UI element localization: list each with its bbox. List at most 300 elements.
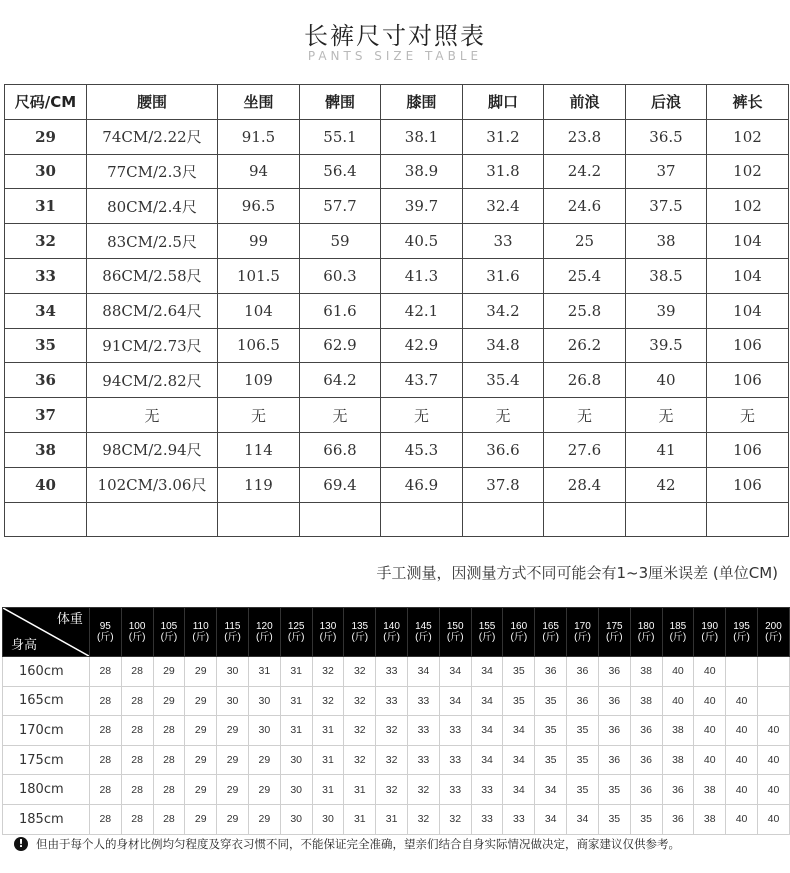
height-cell: 165cm <box>3 686 90 716</box>
recommended-size-cell: 34 <box>471 657 503 687</box>
measure-cell: 96.5 <box>218 189 300 224</box>
recommended-size-cell: 32 <box>439 804 471 834</box>
measure-cell <box>218 502 300 537</box>
recommended-size-cell: 35 <box>535 716 567 746</box>
measure-cell: 106.5 <box>218 328 300 363</box>
recommended-size-cell: 32 <box>344 745 376 775</box>
weight-header-cell <box>280 608 312 657</box>
measure-cell: 88CM/2.64尺 <box>87 293 218 328</box>
weight-value: 185 <box>669 621 687 632</box>
recommended-size-cell: 36 <box>598 686 630 716</box>
recommended-size-cell: 28 <box>121 775 153 805</box>
weight-value: 140 <box>383 621 400 632</box>
weight-value: 145 <box>415 621 432 632</box>
measure-cell: 106 <box>707 363 789 398</box>
weight-unit: (斤) <box>605 632 623 643</box>
recommended-size-cell: 29 <box>248 804 280 834</box>
measure-cell: 102CM/3.06尺 <box>87 467 218 502</box>
measure-cell: 45.3 <box>381 432 463 467</box>
recommended-size-cell: 34 <box>535 775 567 805</box>
recommended-size-cell: 35 <box>567 775 599 805</box>
measure-cell: 26.2 <box>544 328 626 363</box>
measure-cell: 77CM/2.3尺 <box>87 154 218 189</box>
measurement-note: 手工测量，因测量方式不同可能会有1~3厘米误差 (单位CM) <box>376 564 778 582</box>
recommended-size-cell: 30 <box>280 745 312 775</box>
recommended-size-cell: 28 <box>89 804 121 834</box>
size-header-cell: 腰围 <box>87 85 218 120</box>
recommended-size-cell: 31 <box>344 775 376 805</box>
recommended-size-cell: 30 <box>248 716 280 746</box>
recommended-size-cell: 31 <box>248 657 280 687</box>
recommended-size-cell: 34 <box>503 716 535 746</box>
recommended-size-cell: 28 <box>121 804 153 834</box>
weight-value: 110 <box>192 621 209 632</box>
weight-value: 175 <box>605 621 623 632</box>
weight-unit: (斤) <box>510 632 528 643</box>
recommended-size-cell: 34 <box>535 804 567 834</box>
weight-header-cell <box>248 608 280 657</box>
weight-value: 100 <box>128 621 146 632</box>
recommended-size-cell: 40 <box>694 686 726 716</box>
table-row <box>5 398 789 433</box>
table-row <box>5 432 789 467</box>
recommended-size-cell: 34 <box>439 657 471 687</box>
size-cell <box>5 502 87 537</box>
recommended-size-cell: 33 <box>439 716 471 746</box>
weight-unit: (斤) <box>701 632 719 643</box>
recommended-size-cell: 38 <box>694 804 726 834</box>
weight-value: 170 <box>574 621 591 632</box>
recommended-size-cell: 40 <box>694 716 726 746</box>
recommended-size-cell: 36 <box>630 716 662 746</box>
table-row <box>5 467 789 502</box>
recommended-size-cell: 35 <box>567 745 599 775</box>
recommended-size-cell: 31 <box>280 686 312 716</box>
measure-cell: 37 <box>626 154 707 189</box>
measure-cell: 64.2 <box>300 363 381 398</box>
weight-unit: (斤) <box>669 632 687 643</box>
measure-cell: 39.7 <box>381 189 463 224</box>
weight-value: 125 <box>287 621 305 632</box>
size-cell: 29 <box>5 119 87 154</box>
measure-cell: 61.6 <box>300 293 381 328</box>
measure-cell: 102 <box>707 154 789 189</box>
weight-unit: (斤) <box>160 632 178 643</box>
measure-cell: 42.1 <box>381 293 463 328</box>
weight-value: 105 <box>160 621 178 632</box>
weight-header-cell <box>662 608 694 657</box>
weight-header-cell <box>757 608 789 657</box>
weight-value: 200 <box>765 621 782 632</box>
disclaimer-text: 但由于每个人的身材比例均匀程度及穿衣习惯不同，不能保证完全准确，望亲们结合自身实际情况做决定，商家建议仅供参考。 <box>36 837 680 851</box>
recommended-size-cell: 32 <box>344 716 376 746</box>
recommended-size-cell: 31 <box>376 804 408 834</box>
recommended-size-cell: 40 <box>726 804 758 834</box>
recommended-size-cell: 35 <box>567 716 599 746</box>
recommended-size-cell: 34 <box>408 657 440 687</box>
measure-cell: 46.9 <box>381 467 463 502</box>
weight-header-cell <box>535 608 567 657</box>
measure-cell: 27.6 <box>544 432 626 467</box>
measure-cell: 31.8 <box>463 154 544 189</box>
measure-cell: 119 <box>218 467 300 502</box>
recommended-size-cell: 34 <box>439 686 471 716</box>
weight-header-cell <box>153 608 185 657</box>
weight-unit: (斤) <box>415 632 432 643</box>
recommended-size-cell: 33 <box>439 745 471 775</box>
weight-header-cell <box>312 608 344 657</box>
size-header-cell: 髀围 <box>300 85 381 120</box>
measure-cell: 40 <box>626 363 707 398</box>
height-cell: 185cm <box>3 804 90 834</box>
weight-unit: (斤) <box>128 632 146 643</box>
recommended-size-cell: 28 <box>121 657 153 687</box>
recommended-size-cell: 29 <box>217 716 249 746</box>
measure-cell: 42 <box>626 467 707 502</box>
recommended-size-cell: 36 <box>630 775 662 805</box>
weight-unit: (斤) <box>192 632 210 643</box>
measure-cell <box>707 502 789 537</box>
measure-cell: 69.4 <box>300 467 381 502</box>
recommended-size-cell: 40 <box>757 804 789 834</box>
recommended-size-cell: 31 <box>312 716 344 746</box>
recommended-size-cell: 36 <box>598 745 630 775</box>
recommended-size-cell: 31 <box>280 657 312 687</box>
table-row <box>3 775 790 805</box>
table-row <box>3 686 790 716</box>
recommended-size-cell: 40 <box>757 775 789 805</box>
table-row <box>5 502 789 537</box>
measure-cell: 39.5 <box>626 328 707 363</box>
size-header-cell: 脚口 <box>463 85 544 120</box>
recommended-size-cell: 31 <box>312 775 344 805</box>
recommended-size-cell: 32 <box>344 657 376 687</box>
recommended-size-cell: 29 <box>185 657 217 687</box>
table-row <box>5 154 789 189</box>
measure-cell: 23.8 <box>544 119 626 154</box>
recommended-size-cell: 29 <box>185 686 217 716</box>
recommended-size-cell: 29 <box>185 745 217 775</box>
recommended-size-cell: 33 <box>439 775 471 805</box>
weight-unit: (斤) <box>765 632 782 643</box>
measure-cell: 106 <box>707 467 789 502</box>
recommended-size-cell: 32 <box>408 804 440 834</box>
recommended-size-cell: 32 <box>344 686 376 716</box>
recommended-size-cell: 31 <box>312 745 344 775</box>
measure-cell: 98CM/2.94尺 <box>87 432 218 467</box>
weight-height-table <box>2 607 790 835</box>
measure-cell: 38.9 <box>381 154 463 189</box>
recommended-size-cell: 38 <box>694 775 726 805</box>
size-cell: 36 <box>5 363 87 398</box>
weight-unit: (斤) <box>319 632 337 643</box>
measure-cell: 25 <box>544 224 626 259</box>
measure-cell: 80CM/2.4尺 <box>87 189 218 224</box>
measure-cell: 无 <box>87 398 218 433</box>
measure-cell: 24.2 <box>544 154 626 189</box>
measure-cell: 无 <box>218 398 300 433</box>
recommended-size-cell: 40 <box>662 686 694 716</box>
measure-cell: 109 <box>218 363 300 398</box>
recommended-size-cell: 36 <box>598 657 630 687</box>
size-cell: 33 <box>5 258 87 293</box>
recommended-size-cell: 33 <box>503 804 535 834</box>
height-cell: 175cm <box>3 745 90 775</box>
measure-cell: 66.8 <box>300 432 381 467</box>
weight-unit: (斤) <box>446 632 464 643</box>
weight-header-cell <box>471 608 503 657</box>
recommended-size-cell: 40 <box>662 657 694 687</box>
measure-cell: 104 <box>218 293 300 328</box>
recommended-size-cell: 38 <box>662 716 694 746</box>
recommended-size-cell: 36 <box>535 657 567 687</box>
weight-header-cell <box>376 608 408 657</box>
weight-header-cell <box>121 608 153 657</box>
measure-cell: 无 <box>300 398 381 433</box>
corner-cell <box>3 608 90 657</box>
measure-cell: 60.3 <box>300 258 381 293</box>
recommended-size-cell: 29 <box>153 686 185 716</box>
measure-cell: 38.5 <box>626 258 707 293</box>
size-cell: 32 <box>5 224 87 259</box>
measure-cell: 24.6 <box>544 189 626 224</box>
weight-header-cell <box>630 608 662 657</box>
measure-cell: 37.8 <box>463 467 544 502</box>
measure-cell: 59 <box>300 224 381 259</box>
weight-unit: (斤) <box>542 632 559 643</box>
recommended-size-cell: 33 <box>408 716 440 746</box>
measure-cell: 102 <box>707 119 789 154</box>
recommended-size-cell <box>726 657 758 687</box>
measure-cell: 42.9 <box>381 328 463 363</box>
recommended-size-cell: 36 <box>598 716 630 746</box>
measure-cell: 无 <box>544 398 626 433</box>
measure-cell: 无 <box>381 398 463 433</box>
size-cell: 40 <box>5 467 87 502</box>
table-row <box>5 224 789 259</box>
measure-cell: 94CM/2.82尺 <box>87 363 218 398</box>
size-cell: 38 <box>5 432 87 467</box>
measure-cell: 41.3 <box>381 258 463 293</box>
size-cell: 30 <box>5 154 87 189</box>
page-subtitle: PANTS SIZE TABLE <box>307 49 483 63</box>
measure-cell: 104 <box>707 293 789 328</box>
measure-cell: 106 <box>707 328 789 363</box>
recommended-size-cell: 36 <box>630 745 662 775</box>
recommended-size-cell: 32 <box>312 686 344 716</box>
recommended-size-cell: 29 <box>185 775 217 805</box>
warning-icon: ! <box>14 837 28 851</box>
recommended-size-cell: 28 <box>89 775 121 805</box>
measure-cell: 无 <box>463 398 544 433</box>
table-row <box>5 119 789 154</box>
recommended-size-cell: 30 <box>248 686 280 716</box>
weight-unit: (斤) <box>351 632 369 643</box>
measure-cell: 91CM/2.73尺 <box>87 328 218 363</box>
recommended-size-cell: 29 <box>217 804 249 834</box>
recommended-size-cell <box>757 686 789 716</box>
measure-cell: 25.4 <box>544 258 626 293</box>
recommended-size-cell: 34 <box>567 804 599 834</box>
weight-value: 180 <box>637 621 655 632</box>
weight-value: 165 <box>542 621 559 632</box>
weight-header-cell <box>408 608 440 657</box>
recommended-size-cell: 30 <box>217 657 249 687</box>
recommended-size-cell: 29 <box>217 745 249 775</box>
table-row <box>5 328 789 363</box>
recommended-size-cell: 40 <box>694 745 726 775</box>
recommended-size-cell: 32 <box>376 716 408 746</box>
measure-cell: 31.2 <box>463 119 544 154</box>
measure-cell: 86CM/2.58尺 <box>87 258 218 293</box>
measure-cell: 101.5 <box>218 258 300 293</box>
size-cell: 37 <box>5 398 87 433</box>
measure-cell: 26.8 <box>544 363 626 398</box>
recommended-size-cell: 32 <box>312 657 344 687</box>
recommended-size-cell: 35 <box>503 686 535 716</box>
recommended-size-cell: 40 <box>726 686 758 716</box>
measure-cell: 102 <box>707 189 789 224</box>
weight-header-cell <box>598 608 630 657</box>
table-row <box>5 363 789 398</box>
recommended-size-cell: 29 <box>217 775 249 805</box>
table-row <box>5 258 789 293</box>
recommended-size-cell: 30 <box>280 775 312 805</box>
size-header-cell: 前浪 <box>544 85 626 120</box>
recommended-size-cell: 31 <box>344 804 376 834</box>
recommended-size-cell: 28 <box>89 745 121 775</box>
weight-header-cell <box>185 608 217 657</box>
recommended-size-cell: 40 <box>757 745 789 775</box>
weight-header-cell <box>344 608 376 657</box>
recommended-size-cell: 38 <box>630 686 662 716</box>
recommended-size-cell: 40 <box>694 657 726 687</box>
measure-cell: 40.5 <box>381 224 463 259</box>
weight-header-cell <box>217 608 249 657</box>
weight-unit: (斤) <box>574 632 591 643</box>
measure-cell: 41 <box>626 432 707 467</box>
recommended-size-cell: 38 <box>662 745 694 775</box>
weight-unit: (斤) <box>383 632 400 643</box>
pants-size-table <box>4 84 789 537</box>
weight-header-cell <box>439 608 471 657</box>
measure-cell: 106 <box>707 432 789 467</box>
weight-value: 120 <box>256 621 273 632</box>
table-row <box>5 293 789 328</box>
weight-unit: (斤) <box>224 632 241 643</box>
measure-cell: 无 <box>707 398 789 433</box>
recommended-size-cell: 40 <box>757 716 789 746</box>
weight-unit: (斤) <box>478 632 496 643</box>
recommended-size-cell: 33 <box>408 745 440 775</box>
weight-value: 155 <box>478 621 496 632</box>
weight-unit: (斤) <box>637 632 655 643</box>
weight-header-cell <box>503 608 535 657</box>
measure-cell: 37.5 <box>626 189 707 224</box>
weight-label: 体重 <box>56 612 83 627</box>
size-header-cell: 膝围 <box>381 85 463 120</box>
recommended-size-cell: 36 <box>662 775 694 805</box>
measure-cell: 28.4 <box>544 467 626 502</box>
measure-cell: 25.8 <box>544 293 626 328</box>
weight-unit: (斤) <box>256 632 273 643</box>
weight-unit: (斤) <box>287 632 305 643</box>
measure-cell: 31.6 <box>463 258 544 293</box>
recommended-size-cell: 36 <box>567 657 599 687</box>
measure-cell: 无 <box>626 398 707 433</box>
recommended-size-cell: 28 <box>153 716 185 746</box>
measure-cell <box>544 502 626 537</box>
weight-header-cell <box>726 608 758 657</box>
recommended-size-cell: 28 <box>121 686 153 716</box>
recommended-size-cell: 35 <box>598 775 630 805</box>
recommended-size-cell: 34 <box>503 775 535 805</box>
weight-unit: (斤) <box>733 632 750 643</box>
recommended-size-cell: 28 <box>89 716 121 746</box>
height-cell: 170cm <box>3 716 90 746</box>
weight-value: 150 <box>446 621 464 632</box>
table-row <box>5 189 789 224</box>
recommended-size-cell: 33 <box>471 804 503 834</box>
table-row <box>3 804 790 834</box>
recommended-size-cell: 36 <box>662 804 694 834</box>
measure-cell: 74CM/2.22尺 <box>87 119 218 154</box>
measure-cell: 33 <box>463 224 544 259</box>
measure-cell: 36.5 <box>626 119 707 154</box>
measure-cell: 43.7 <box>381 363 463 398</box>
weight-header-row <box>3 608 790 657</box>
recommended-size-cell <box>757 657 789 687</box>
recommended-size-cell: 28 <box>153 775 185 805</box>
measure-cell: 57.7 <box>300 189 381 224</box>
recommended-size-cell: 32 <box>376 775 408 805</box>
measure-cell: 99 <box>218 224 300 259</box>
recommended-size-cell: 35 <box>535 686 567 716</box>
size-header-cell: 裤长 <box>707 85 789 120</box>
size-cell: 35 <box>5 328 87 363</box>
recommended-size-cell: 34 <box>471 686 503 716</box>
measure-cell: 62.9 <box>300 328 381 363</box>
recommended-size-cell: 30 <box>280 804 312 834</box>
recommended-size-cell: 36 <box>567 686 599 716</box>
recommended-size-cell: 38 <box>630 657 662 687</box>
recommended-size-cell: 40 <box>726 745 758 775</box>
measure-cell <box>381 502 463 537</box>
measure-cell: 56.4 <box>300 154 381 189</box>
height-cell: 180cm <box>3 775 90 805</box>
recommended-size-cell: 34 <box>471 745 503 775</box>
measure-cell: 38.1 <box>381 119 463 154</box>
recommended-size-cell: 28 <box>121 716 153 746</box>
recommended-size-cell: 28 <box>89 686 121 716</box>
recommended-size-cell: 32 <box>408 775 440 805</box>
recommended-size-cell: 29 <box>248 745 280 775</box>
measure-cell: 91.5 <box>218 119 300 154</box>
table-row <box>3 745 790 775</box>
recommended-size-cell: 29 <box>185 716 217 746</box>
page-title: 长裤尺寸对照表 <box>304 22 486 50</box>
measure-cell: 55.1 <box>300 119 381 154</box>
measure-cell: 38 <box>626 224 707 259</box>
measure-cell <box>626 502 707 537</box>
measure-cell: 34.2 <box>463 293 544 328</box>
weight-header-cell <box>567 608 599 657</box>
measure-cell: 114 <box>218 432 300 467</box>
measure-cell: 34.8 <box>463 328 544 363</box>
measure-cell: 104 <box>707 224 789 259</box>
weight-value: 115 <box>224 621 241 632</box>
recommended-size-cell: 40 <box>726 775 758 805</box>
